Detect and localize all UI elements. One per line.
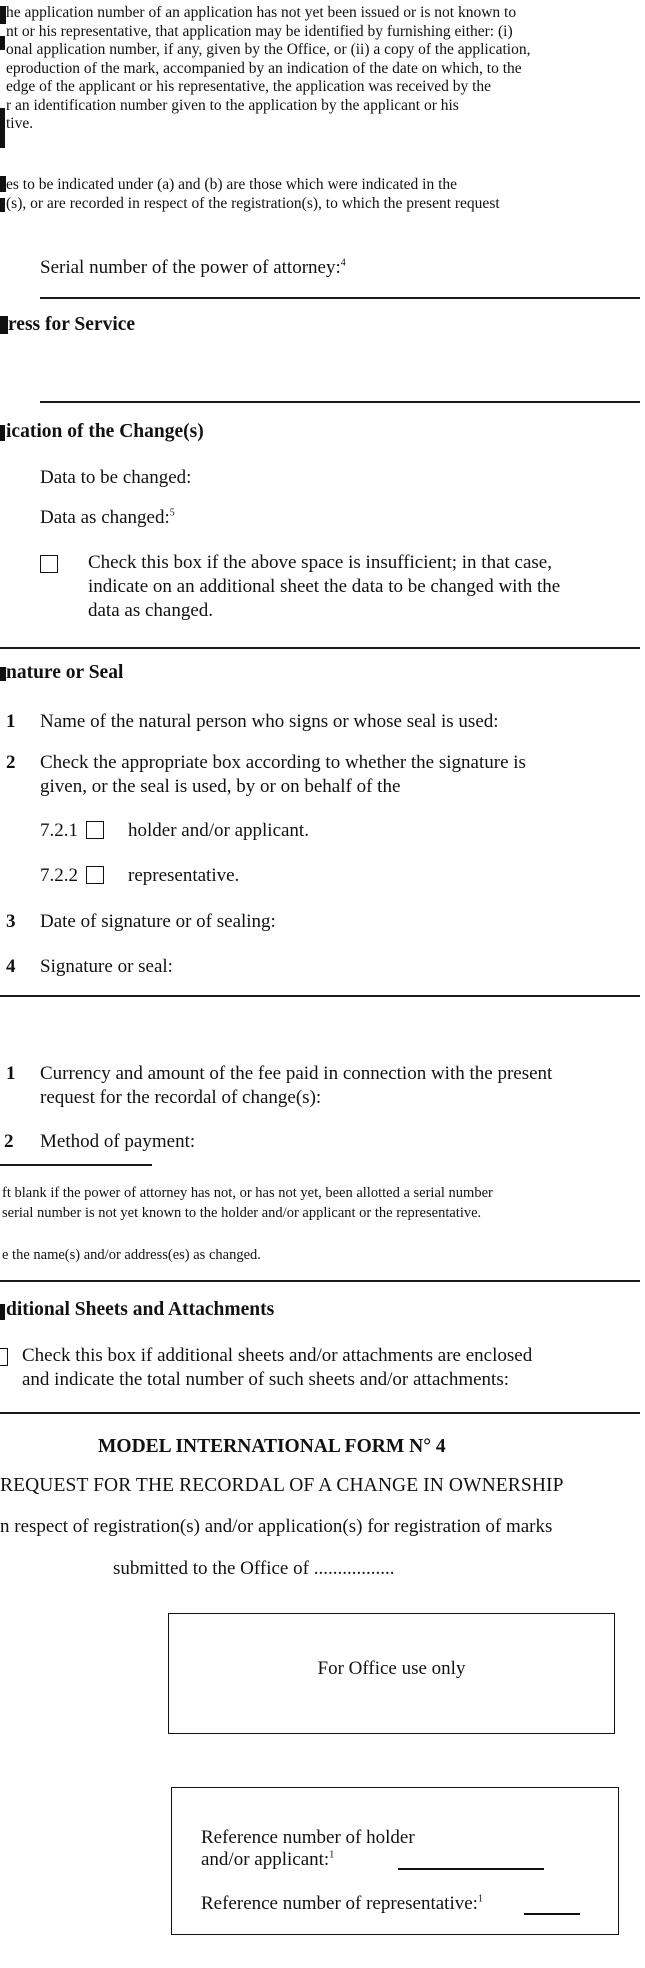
scan-mark xyxy=(0,316,8,334)
form-scope-line: n respect of registration(s) and/or application(s) for registration of marks xyxy=(0,1516,553,1537)
option-number: 7.2.1 xyxy=(40,820,78,841)
note-line: edge of the applicant or his representative, the application was received by the xyxy=(6,78,492,95)
footnote-separator xyxy=(0,1164,152,1166)
text-line: Check this box if the above space is insufficient; in that case, xyxy=(88,552,552,573)
holder-applicant-checkbox[interactable] xyxy=(86,821,104,839)
note-line: (s), or are recorded in respect of the registration(s), to which the present request xyxy=(6,194,500,212)
signature-seal-label: Signature or seal: xyxy=(40,956,173,977)
address-heading: ress for Service xyxy=(8,314,136,335)
fee-item-number: 2 xyxy=(4,1131,14,1152)
representative-label: representative. xyxy=(128,865,240,886)
office-use-label: For Office use only xyxy=(317,1658,466,1679)
additional-sheets-checkbox[interactable] xyxy=(0,1348,8,1366)
signature-item-number: 3 xyxy=(6,911,16,932)
text-line: and indicate the total number of such sheets and/or attachments: xyxy=(22,1369,509,1390)
form-subtitle: REQUEST FOR THE RECORDAL OF A CHANGE IN OWNERSHIP xyxy=(0,1475,564,1496)
divider xyxy=(0,1280,640,1282)
holder-reference-field[interactable] xyxy=(398,1868,544,1870)
fee-amount-text xyxy=(40,1062,634,1110)
note-3 xyxy=(6,4,636,134)
text-line: indicate on an additional sheet the data to be changed with the xyxy=(88,576,561,597)
scan-mark xyxy=(0,108,5,148)
representative-checkbox[interactable] xyxy=(86,866,104,884)
text-line: Currency and amount of the fee paid in connection with the present xyxy=(40,1063,553,1084)
data-as-changed-label: Data as changed:$^5$ xyxy=(40,507,175,528)
divider xyxy=(0,995,640,997)
text-line: data as changed. xyxy=(88,600,214,621)
divider xyxy=(40,297,640,299)
footnote-line: serial number is not yet known to the holder and/or applicant or the representative. xyxy=(2,1205,482,1221)
scan-mark xyxy=(0,198,5,212)
text-line: request for the recordal of change(s): xyxy=(40,1087,322,1108)
signature-item-number: 2 xyxy=(6,752,16,773)
note-line: onal application number, if any, given by the Office, or (ii) a copy of the application, xyxy=(6,41,531,58)
holder-reference-label xyxy=(201,1827,415,1871)
text-line: Check the appropriate box according to whether the signature is xyxy=(40,752,526,773)
fee-item-number: 1 xyxy=(6,1063,16,1084)
office-use-box xyxy=(168,1613,615,1734)
signature-item-number: 1 xyxy=(6,711,16,732)
signature-item-number: 4 xyxy=(6,956,16,977)
divider xyxy=(0,647,640,649)
holder-applicant-label: holder and/or applicant. xyxy=(128,820,309,841)
divider xyxy=(40,401,640,403)
text-line: and/or applicant:$^1$ xyxy=(201,1849,335,1870)
data-to-be-changed-label: Data to be changed: xyxy=(40,467,192,488)
form-office-line: submitted to the Office of ................. xyxy=(113,1558,395,1579)
footnote-4 xyxy=(2,1183,638,1223)
note-4 xyxy=(6,176,636,213)
note-line: tive. xyxy=(6,115,34,132)
text-line: Check this box if additional sheets and/or attachments are enclosed xyxy=(22,1345,533,1366)
signature-capacity-text xyxy=(40,751,634,799)
representative-reference-field[interactable] xyxy=(524,1913,580,1915)
signer-name-label: Name of the natural person who signs or whose seal is used: xyxy=(40,711,499,732)
scan-mark xyxy=(0,425,5,441)
note-line: es to be indicated under (a) and (b) are those which were indicated in the xyxy=(6,176,458,193)
poa-serial-label: Serial number of the power of attorney:$^4$ xyxy=(40,257,346,278)
additional-sheets-text xyxy=(22,1344,636,1392)
text-line: given, or the seal is used, by or on behalf of the xyxy=(40,776,401,797)
text-line: Reference number of holder xyxy=(201,1827,415,1848)
footnote-5: e the name(s) and/or address(es) as changed. xyxy=(2,1247,261,1263)
note-line: eproduction of the mark, accompanied by an indication of the date on which, to the xyxy=(6,59,522,77)
additional-heading: ditional Sheets and Attachments xyxy=(6,1299,275,1320)
reference-box xyxy=(171,1787,619,1935)
note-line: nt or his representative, that application may be identified by furnishing either: (i) xyxy=(6,22,513,40)
payment-method-label: Method of payment: xyxy=(40,1131,196,1152)
option-number: 7.2.2 xyxy=(40,865,78,886)
space-insufficient-text xyxy=(88,551,630,623)
divider xyxy=(0,1412,640,1414)
footnote-line: ft blank if the power of attorney has not, or has not yet, been allotted a serial number xyxy=(2,1185,493,1201)
scan-mark xyxy=(0,36,5,50)
signature-date-label: Date of signature or of sealing: xyxy=(40,911,276,932)
representative-reference-label: Reference number of representative:$^1$ xyxy=(201,1893,483,1914)
space-insufficient-checkbox[interactable] xyxy=(40,555,58,573)
note-line: r an identification number given to the application by the applicant or his xyxy=(6,96,459,114)
form-title: MODEL INTERNATIONAL FORM N° 4 xyxy=(98,1436,446,1457)
change-heading: ication of the Change(s) xyxy=(6,421,204,442)
note-line: he application number of an application has not yet been issued or is not known to xyxy=(6,4,517,21)
scan-mark xyxy=(0,1304,5,1320)
signature-heading: nature or Seal xyxy=(6,662,124,683)
